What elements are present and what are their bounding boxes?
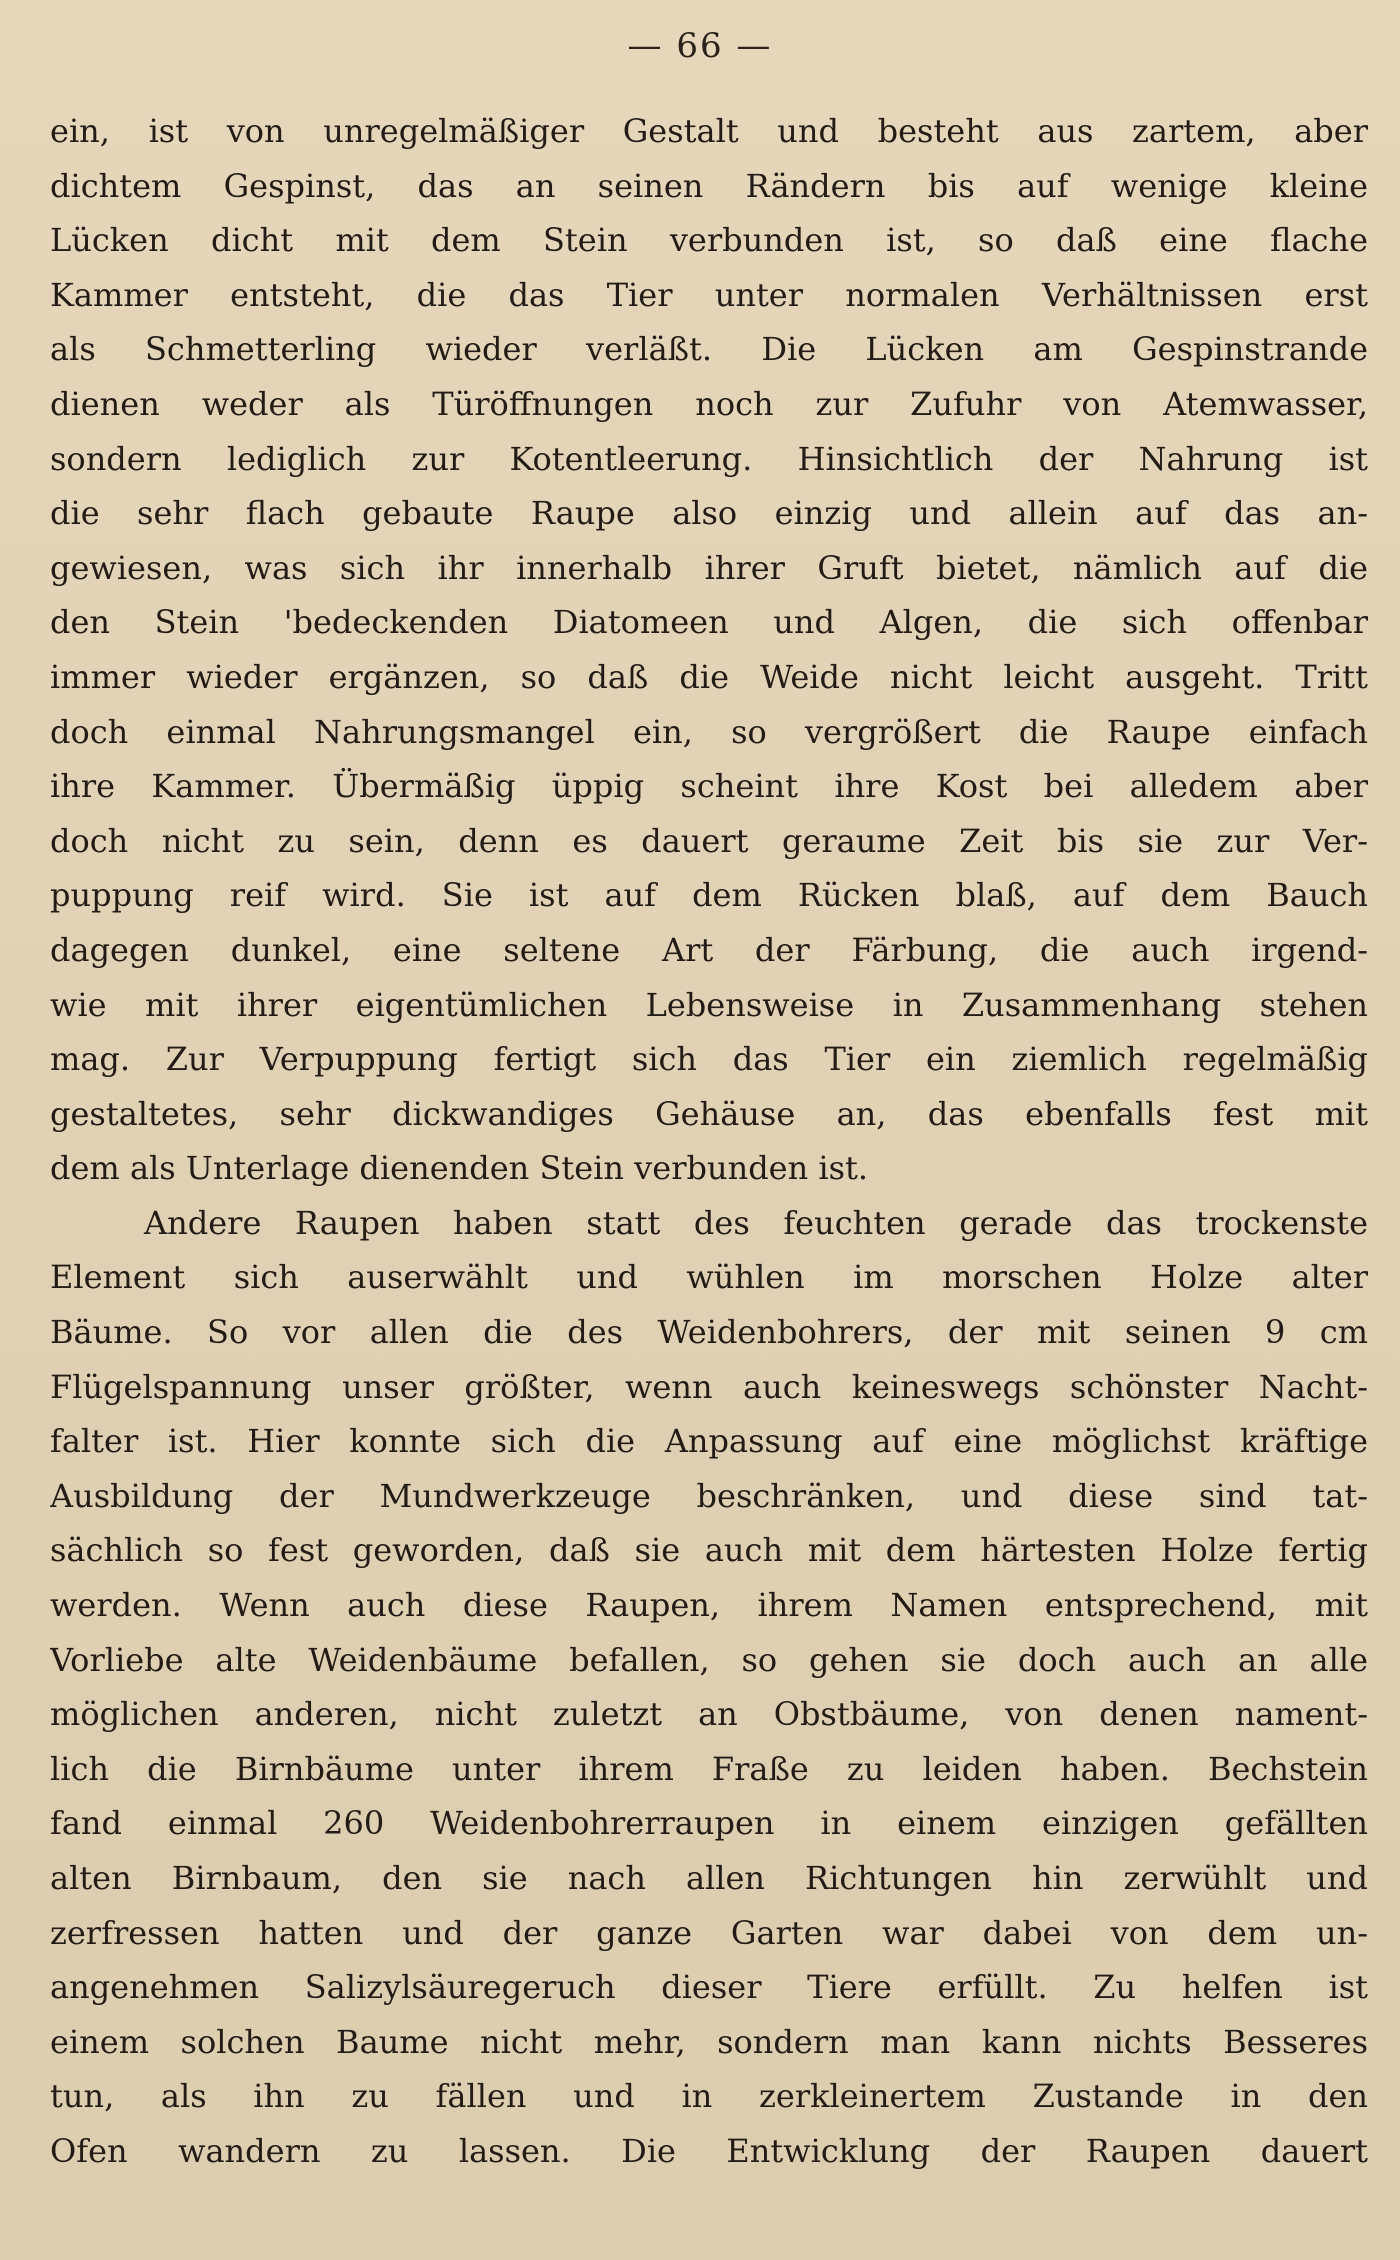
text-line: Bäume. So vor allen die des Weidenbohrers, der mit seinen 9 cm: [50, 1313, 1368, 1352]
paragraph-end-line: dem als Unterlage dienenden Stein verbunden ist.: [50, 1149, 869, 1188]
text-line: einem solchen Baume nicht mehr, sondern man kann nichts Besseres: [50, 2022, 1368, 2061]
body-text: [50, 104, 1368, 2179]
text-line: den Stein 'bedeckenden Diatomeen und Algen, die sich offenbar: [50, 603, 1368, 642]
text-line: die sehr flach gebaute Raupe also einzig und allein auf das an-: [50, 494, 1368, 533]
text-line: wie mit ihrer eigentümlichen Lebensweise in Zusammenhang stehen: [50, 985, 1368, 1024]
text-line: Lücken dicht mit dem Stein verbunden ist, so daß eine flache: [50, 221, 1368, 260]
text-line: gestaltetes, sehr dickwandiges Gehäuse an, das ebenfalls fest mit: [50, 1094, 1368, 1133]
text-line: sächlich so fest geworden, daß sie auch mit dem härtesten Holze fertig: [50, 1531, 1368, 1570]
text-line: Kammer entsteht, die das Tier unter normalen Verhältnissen erst: [50, 275, 1368, 314]
text-line: puppung reif wird. Sie ist auf dem Rücken blaß, auf dem Bauch: [50, 876, 1368, 915]
text-line: Element sich auserwählt und wühlen im morschen Holze alter: [50, 1258, 1368, 1297]
text-line: werden. Wenn auch diese Raupen, ihrem Namen entsprechend, mit: [50, 1586, 1368, 1625]
text-line: falter ist. Hier konnte sich die Anpassung auf eine möglichst kräftige: [50, 1422, 1368, 1461]
text-line: dagegen dunkel, eine seltene Art der Färbung, die auch irgend-: [50, 930, 1368, 969]
text-line: angenehmen Salizylsäuregeruch dieser Tiere erfüllt. Zu helfen ist: [50, 1968, 1368, 2007]
text-line: tun, als ihn zu fällen und in zerkleinertem Zustande in den: [50, 2077, 1368, 2116]
text-line: gewiesen, was sich ihr innerhalb ihrer Gruft bietet, nämlich auf die: [50, 548, 1368, 587]
text-line: Ofen wandern zu lassen. Die Entwicklung der Raupen dauert: [50, 2131, 1368, 2170]
text-line: doch einmal Nahrungsmangel ein, so vergrößert die Raupe einfach: [50, 712, 1368, 751]
text-line: Ausbildung der Mundwerkzeuge beschränken, und diese sind tat-: [50, 1476, 1368, 1515]
paragraph-start-line: Andere Raupen haben statt des feuchten gerade das trockenste: [144, 1203, 1368, 1242]
text-line: möglichen anderen, nicht zuletzt an Obstbäume, von denen nament-: [50, 1695, 1368, 1734]
text-line: fand einmal 260 Weidenbohrerraupen in einem einzigen gefällten: [50, 1804, 1368, 1843]
text-line: lich die Birnbäume unter ihrem Fraße zu leiden haben. Bechstein: [50, 1749, 1368, 1788]
text-line: doch nicht zu sein, denn es dauert geraume Zeit bis sie zur Ver-: [50, 821, 1368, 860]
text-line: ihre Kammer. Übermäßig üppig scheint ihre Kost bei alledem aber: [50, 767, 1368, 806]
text-line: zerfressen hatten und der ganze Garten war dabei von dem un-: [50, 1913, 1368, 1952]
text-line: dichtem Gespinst, das an seinen Rändern bis auf wenige kleine: [50, 166, 1368, 205]
text-line: sondern lediglich zur Kotentleerung. Hinsichtlich der Nahrung ist: [50, 439, 1368, 478]
text-line: Vorliebe alte Weidenbäume befallen, so gehen sie doch auch an alle: [50, 1640, 1368, 1679]
text-line: dienen weder als Türöffnungen noch zur Zufuhr von Atemwasser,: [50, 384, 1368, 423]
text-line: immer wieder ergänzen, so daß die Weide nicht leicht ausgeht. Tritt: [50, 657, 1368, 696]
text-line: alten Birnbaum, den sie nach allen Richtungen hin zerwühlt und: [50, 1859, 1368, 1897]
text-line: Flügelspannung unser größter, wenn auch keineswegs schönster Nacht-: [50, 1367, 1368, 1406]
text-line: ein, ist von unregelmäßiger Gestalt und besteht aus zartem, aber: [50, 112, 1368, 150]
page-number: — 66 —: [627, 26, 773, 66]
text-line: als Schmetterling wieder verläßt. Die Lücken am Gespinstrande: [50, 330, 1368, 369]
text-line: mag. Zur Verpuppung fertigt sich das Tier ein ziemlich regelmäßig: [50, 1040, 1368, 1079]
